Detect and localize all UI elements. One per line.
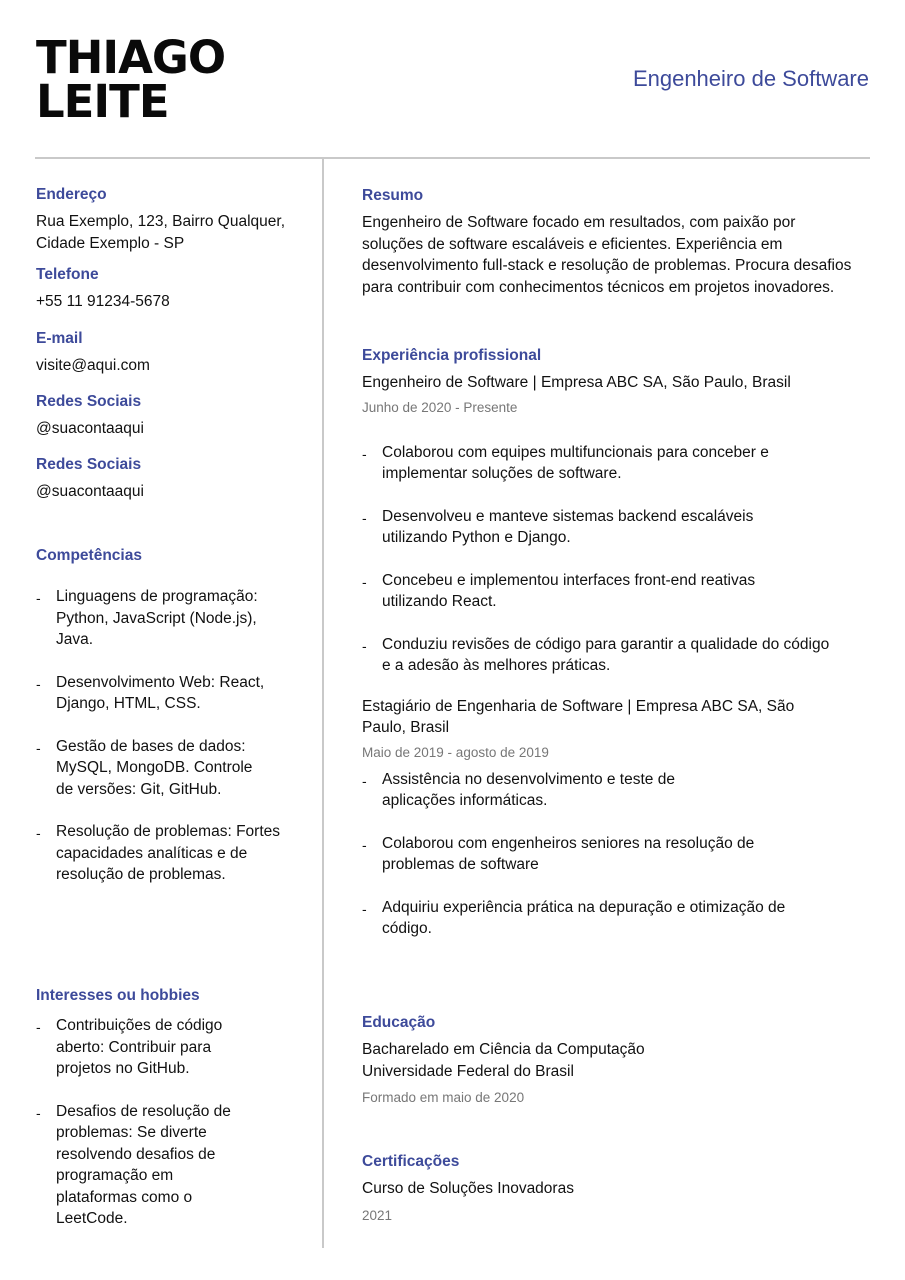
address-label: Endereço — [36, 186, 107, 203]
summary-label: Resumo — [362, 187, 424, 204]
job-bullets-2 — [362, 769, 852, 940]
hobbies-label: Interesses ou hobbies — [36, 987, 200, 1004]
social-value-1: @suacontaaqui — [36, 420, 144, 437]
experience-label: Experiência profissional — [362, 347, 542, 364]
address-section — [36, 186, 306, 254]
column-divider — [322, 158, 324, 1248]
skills-list — [36, 586, 291, 886]
full-name — [36, 31, 226, 128]
skill-item: - Desenvolvimento Web: React, Django, HTML, CSS. — [36, 672, 284, 715]
phone-value: +55 11 91234-5678 — [36, 293, 170, 310]
certification-course: Curso de Soluções Inovadoras — [362, 1180, 574, 1197]
job-bullet: - Colaborou com engenheiros seniores na resolução de problemas de software — [362, 833, 782, 876]
certification-year: 2021 — [362, 1207, 393, 1223]
social-label-1: Redes Sociais — [36, 393, 142, 410]
job-entry — [362, 696, 852, 940]
job-bullet: - Concebeu e implementou interfaces front-end reativas utilizando React. — [362, 570, 822, 613]
job-title: Engenheiro de Software — [632, 66, 869, 91]
hobbies-section — [36, 987, 291, 1230]
education-date: Formado em maio de 2020 — [362, 1090, 525, 1105]
email-value: visite@aqui.com — [36, 357, 150, 374]
social-label-2: Redes Sociais — [36, 456, 142, 473]
header-divider — [35, 157, 870, 159]
skills-label: Competências — [36, 547, 142, 564]
social-value-2: @suacontaaqui — [36, 483, 144, 500]
summary-text: Engenheiro de Software focado em resultados, com paixão por soluções de software escaláveis e eficientes. Experiência em desenvolvimento full-stack e resolução de problemas. Procura desafios para contribuir com conhecimentos técnicos em projetos inovadores. — [362, 214, 852, 296]
address-value: Rua Exemplo, 123, Bairro Qualquer, Cidade Exemplo - SP — [36, 213, 285, 252]
job-bullet: - Desenvolveu e manteve sistemas backend escaláveis utilizando Python e Django. — [362, 506, 802, 549]
phone-label: Telefone — [36, 266, 99, 283]
summary-section — [362, 187, 852, 298]
phone-section — [36, 266, 170, 313]
education-label: Educação — [362, 1014, 436, 1031]
education-school: Universidade Federal do Brasil — [362, 1062, 574, 1080]
first-name: THIAGO — [36, 31, 226, 84]
skill-item: - Linguagens de programação: Python, JavaScript (Node.js), Java. — [36, 586, 284, 651]
social-section-1 — [36, 393, 144, 440]
job-bullets-1 — [362, 442, 852, 677]
job-title-2: Estagiário de Engenharia de Software | Empresa ABC SA, São Paulo, Brasil — [362, 697, 795, 736]
last-name: LEITE — [36, 75, 169, 128]
email-label: E-mail — [36, 330, 83, 347]
job-title-1: Engenheiro de Software | Empresa ABC SA, São Paulo, Brasil — [362, 374, 791, 391]
education-degree: Bacharelado em Ciência da Computação — [362, 1041, 645, 1058]
experience-section — [362, 347, 852, 940]
skill-item: - Gestão de bases de dados: MySQL, MongoDB. Controle de versões: Git, GitHub. — [36, 736, 256, 801]
certifications-section — [362, 1153, 852, 1225]
email-section — [36, 330, 150, 377]
job-bullet: - Assistência no desenvolvimento e teste de aplicações informáticas. — [362, 769, 732, 812]
job-bullet: - Adquiriu experiência prática na depuração e otimização de código. — [362, 897, 827, 940]
hobbies-list — [36, 1015, 291, 1230]
skills-section — [36, 547, 291, 886]
skill-item: - Resolução de problemas: Fortes capacidades analíticas e de resolução de problemas. — [36, 821, 284, 886]
hobby-item: - Contribuições de código aberto: Contribuir para projetos no GitHub. — [36, 1015, 256, 1080]
job-entry — [362, 372, 852, 677]
social-section-2 — [36, 456, 144, 503]
certifications-label: Certificações — [362, 1153, 460, 1170]
job-dates-2: Maio de 2019 - agosto de 2019 — [362, 744, 549, 760]
job-bullet: - Conduziu revisões de código para garantir a qualidade do código e a adesão às melhores práticas. — [362, 634, 842, 677]
education-section — [362, 1014, 852, 1107]
hobby-item: - Desafios de resolução de problemas: Se diverte resolvendo desafios de programação em plataformas como o LeetCode. — [36, 1101, 256, 1230]
job-dates-1: Junho de 2020 - Presente — [362, 399, 518, 415]
job-bullet: - Colaborou com equipes multifuncionais para conceber e implementar soluções de software. — [362, 442, 832, 485]
